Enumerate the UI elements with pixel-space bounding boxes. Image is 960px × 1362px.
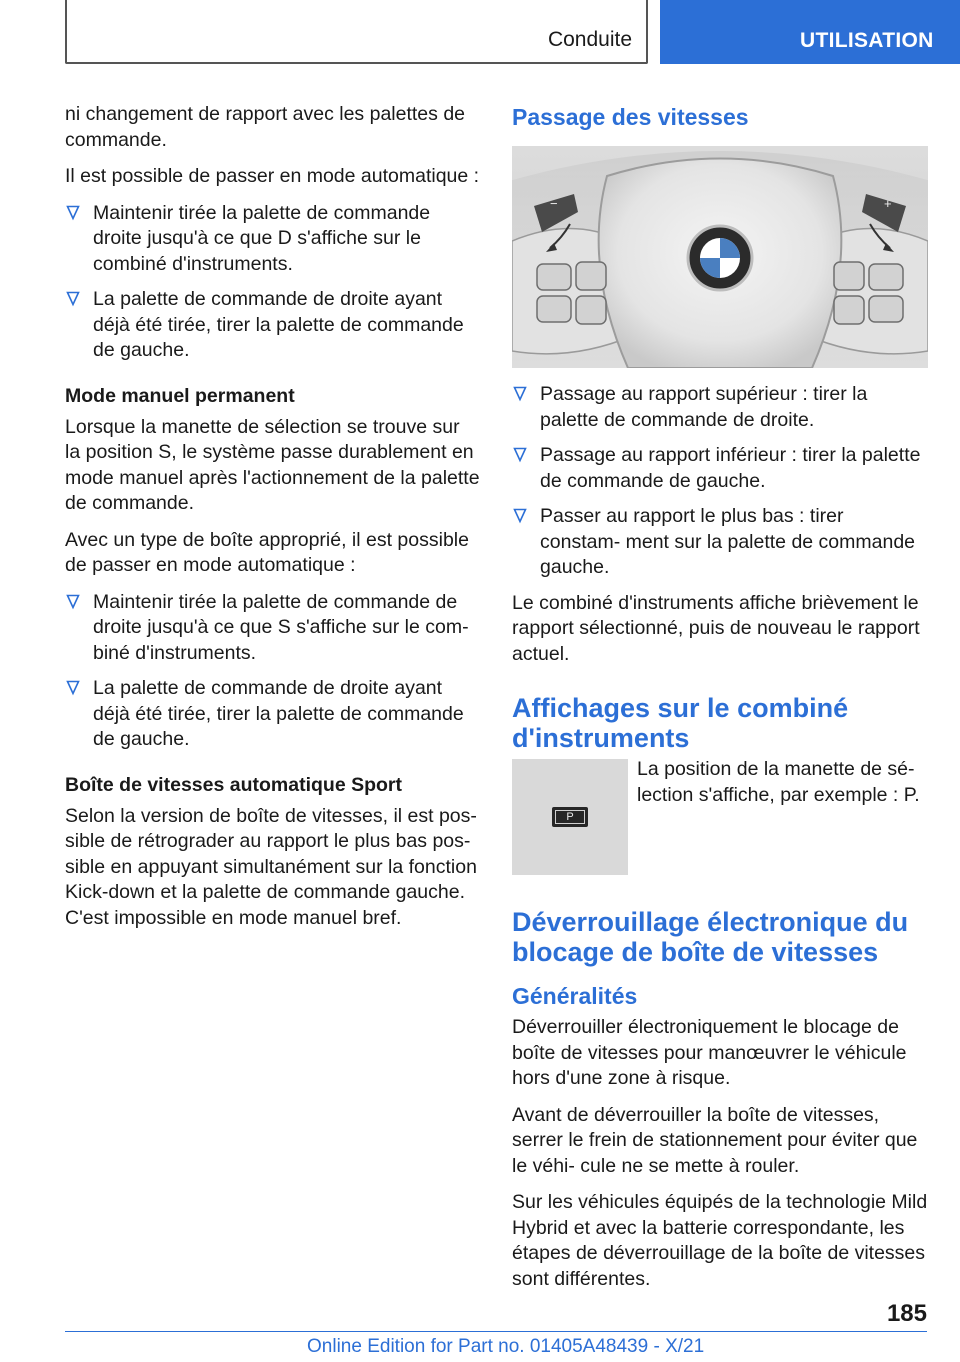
triangle-bullet-icon [513,508,527,524]
paragraph: Il est possible de passer en mode automatique : [65,165,480,187]
steering-wheel-illustration [512,146,928,368]
list-item [512,382,928,433]
list-item [65,590,480,667]
header-section-title: Conduite [547,28,632,51]
park-indicator-frame [555,810,585,824]
park-indicator [552,807,588,827]
paragraph: Le combiné d'instruments affiche brièvement le rapport sélectionné, puis de nouveau le rapport actuel. [512,591,920,665]
paragraph: Selon la version de boîte de vitesses, il est pos‐ sible de rétrograder au rapport le plus bas pos‐ sible en appuyant simultanément sur la fonction Kick-down et la palette de commande gauche. C'est impossible en mode manuel bref. [65,804,477,929]
triangle-bullet-icon [66,594,80,610]
triangle-bullet-icon [66,680,80,696]
list-item-text: Maintenir tirée la palette de commande droite jusqu'à ce que D s'affiche sur le combiné d'instruments. [93,201,431,275]
list-item-text: Passage au rapport inférieur : tirer la palette de commande de gauche. [540,444,921,492]
header-chapter-box [660,0,960,64]
triangle-bullet-icon [66,291,80,307]
list-item [65,287,480,364]
paddle-minus-label: − [550,196,558,211]
paragraph: Avant de déverrouiller la boîte de vitesses, serrer le frein de stationnement pour éviter que le véhi‐ cule ne se mette à rouler. [512,1103,918,1177]
triangle-bullet-icon [66,205,80,221]
footer-divider [65,1331,927,1332]
display-block [512,759,928,877]
bullet-list [65,201,480,364]
list-item [65,676,480,753]
paragraph: ni changement de rapport avec les palettes de commande. [65,103,466,151]
list-item [65,201,480,278]
page-number: 185 [886,1300,927,1327]
section-heading-cluster-displays: Affichages sur le combiné d'instruments [512,693,849,753]
header-chapter-title: UTILISATION [800,29,934,52]
paragraph: La position de la manette de sé‐ lection s'affiche, par exemple : P. [637,758,920,806]
bullet-list [65,590,480,753]
paragraph: Déverrouiller électroniquement le blocage de boîte de vitesses pour manœuvrer le véhicule hors d'une zone à risque. [512,1016,907,1089]
paragraph: Avec un type de boîte approprié, il est possible de passer en mode automatique : [65,528,469,576]
park-indicator-letter: P [566,811,574,823]
list-item-text: La palette de commande de droite ayant déjà été tirée, tirer la palette de commande de gauche. [93,288,464,361]
footer-edition-text: Online Edition for Part no. 01405A48439 - X/21 [307,1336,705,1357]
paragraph: Lorsque la manette de sélection se trouve sur la position S, le système passe durablement en mode manuel après l'actionnement de la palette de commande. [65,415,480,514]
cluster-display-illustration [512,759,628,875]
list-item [512,443,928,494]
triangle-bullet-icon [513,447,527,463]
right-column [512,102,928,1303]
subheading-sport-gearbox: Boîte de vitesses automatique Sport [65,773,402,796]
bullet-list [512,382,928,581]
header-section-box [65,0,648,64]
left-column [65,102,480,942]
list-item-text: Passer au rapport le plus bas : tirer constam‐ ment sur la palette de commande gauche. [540,505,916,578]
paragraph: Sur les véhicules équipés de la technologie Mild Hybrid et avec la batterie correspondante, les étapes de déverrouillage de la boîte de vitesses sont différentes. [512,1191,928,1290]
list-item-text: Maintenir tirée la palette de commande de droite jusqu'à ce que S s'affiche sur le com‐ biné d'instruments. [93,590,469,664]
steering-wheel-icon [512,146,928,368]
section-heading-electronic-unlock: Déverrouillage électronique du blocage de boîte de vitesses [512,907,909,967]
list-item [512,504,928,581]
subheading-manual-mode: Mode manuel permanent [65,384,295,407]
subsection-heading-general: Généralités [512,983,638,1009]
paddle-plus-label: + [884,196,892,211]
triangle-bullet-icon [513,386,527,402]
section-heading-gear-shifting: Passage des vitesses [512,104,749,130]
list-item-text: Passage au rapport supérieur : tirer la palette de commande de droite. [540,383,868,431]
list-item-text: La palette de commande de droite ayant déjà été tirée, tirer la palette de commande de gauche. [93,677,464,750]
